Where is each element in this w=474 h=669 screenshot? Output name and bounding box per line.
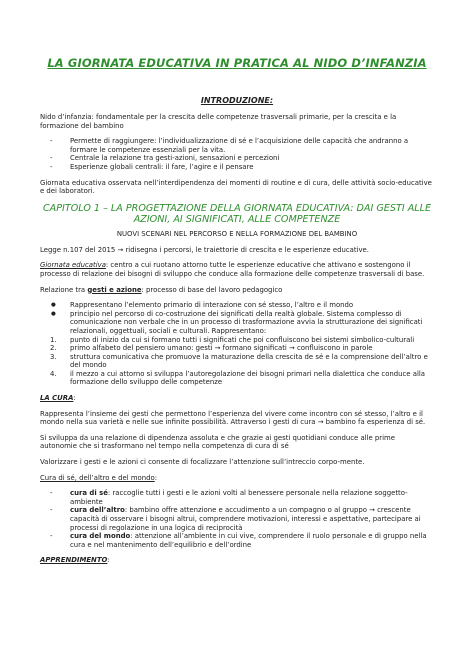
cura-paragraph-3: Valorizzare i gesti e le azioni ci consente di focalizzare l’attenzione sull’intreccio corpo-mente. bbox=[40, 458, 365, 467]
list-item: 1. punto di inizio da cui si formano tutti i significati che poi confluiscono bei sistemi simbolico-culturali bbox=[50, 335, 415, 344]
giornata-label: Giornata educativa bbox=[40, 261, 106, 270]
cura-sub-heading: Cura di sé, dell’altro e del mondo: bbox=[40, 473, 158, 482]
relazione-prefix: Relazione tra bbox=[40, 285, 88, 294]
list-item: - cura del mondo: attenzione all’ambiente in cui vive, comprendere il ruolo personale e di gruppo nella cura e nel mantenimento dell’equilibrio e dell’ordine bbox=[40, 532, 434, 549]
law-paragraph: Legge n.107 del 2015 → ridisegna i percorsi, le traiettorie di crescita e le esperienze educative. bbox=[40, 245, 369, 254]
numbered-list bbox=[40, 336, 434, 388]
giornata-text: : centro a cui ruotano attorno tutte le esperienze educative che attivano e sostengono il processo di relazione dei bisogni di sviluppo che conduce alla formazione delle competenze trasversali di base. bbox=[40, 261, 425, 278]
intro-paragraph: Nido d’infanzia: fondamentale per la crescita delle competenze trasversali primarie, per la crescita e la formazione del bambino bbox=[40, 113, 397, 130]
cura-paragraph-2: Si sviluppa da una relazione di dipendenza assoluta e che grazie ai gesti quotidiani conduce alle prime autonomie che si trasformano nel tempo nella competenza di cura di sé bbox=[40, 433, 395, 451]
list-item: - cura dell’altro: bambino offre attenzione e accudimento a un compagno o al gruppo → crescente capacità di osservare i bisogni altrui, comprendere motivazioni, interessi e aspettative, partecipare ai processi di regolazione in una logica di reciprocità bbox=[40, 506, 434, 532]
list-item: - cura di sé: raccoglie tutti i gesti e le azioni volti al benessere personale nella relazione soggetto-ambiente bbox=[40, 489, 434, 506]
list-item: - Permette di raggiungere: l’individualizzazione di sé e l’acquisizione delle capacità che andranno a formare le competenze essenziali per la vita. bbox=[40, 137, 434, 154]
list-item: ● Rappresentano l’elemento primario di interazione con sé stesso, l’altro e il mondo bbox=[40, 301, 434, 310]
list-item: - Centrale la relazione tra gesti-azioni, sensazioni e percezioni bbox=[40, 154, 434, 163]
list-item: 3. struttura comunicativa che promuove la maturazione della crescita de sé e la comprensione dell’altro e del mondo bbox=[50, 352, 428, 370]
list-item: 2. primo alfabeto del pensiero umano: gesti → formano significati → confluiscono in parole bbox=[50, 344, 373, 353]
relazione-bold: gesti e azione bbox=[87, 285, 142, 294]
giornata-paragraph bbox=[40, 261, 434, 278]
intro-paragraph-2: Giornata educativa osservata nell’interdipendenza dei momenti di routine e di cura, delle attività socio-educative e dei laboratori. bbox=[40, 178, 432, 196]
apprendimento-heading: APPRENDIMENTO: bbox=[40, 556, 110, 565]
document-title: LA GIORNATA EDUCATIVA IN PRATICA AL NIDO D’INFANZIA bbox=[47, 56, 427, 70]
chapter-title: CAPITOLO 1 – LA PROGETTAZIONE DELLA GIORNATA EDUCATIVA: DAI GESTI ALLE AZIONI, AI SIGNIFICATI, ALLE COMPETENZE bbox=[42, 202, 432, 226]
intro-heading: INTRODUZIONE: bbox=[200, 96, 274, 105]
intro-list bbox=[40, 137, 434, 171]
list-item: 4. il mezzo a cui attorno si sviluppa l’autoregolazione dei bisogni primari nella dialettica che conduce alla formazione dello sviluppo delle competenze bbox=[50, 369, 426, 387]
gesti-bullet-list bbox=[40, 301, 434, 335]
list-item: ● principio nel percorso di co-costruzione dei significati della realtà globale. Sistema complesso di comunicazione non verbale che in un processo di trasformazione avvia la strutturazione dei significati relazionali, oggettuali, sociali e culturali. Rappresentano: bbox=[40, 310, 434, 336]
chapter-subtitle: NUOVI SCENARI NEL PERCORSO E NELLA FORMAZIONE DEL BAMBINO bbox=[116, 229, 358, 238]
cura-paragraph: Rappresenta l’insieme dei gesti che permettono l’esperienza del vivere come incontro con sé stesso, l’altro e il mondo nella sua varietà e nelle sue infinite possibilità. Attraverso i gesti di cura → bambino fa esperienza di sé. bbox=[40, 409, 426, 427]
relazione-suffix: : processo di base del lavoro pedagogico bbox=[141, 285, 283, 294]
relazione-paragraph bbox=[40, 286, 434, 295]
cura-heading: LA CURA: bbox=[40, 394, 76, 403]
cura-list bbox=[40, 489, 434, 549]
list-item: - Esperienze globali centrali: il fare, l’agire e il pensare bbox=[40, 163, 434, 172]
